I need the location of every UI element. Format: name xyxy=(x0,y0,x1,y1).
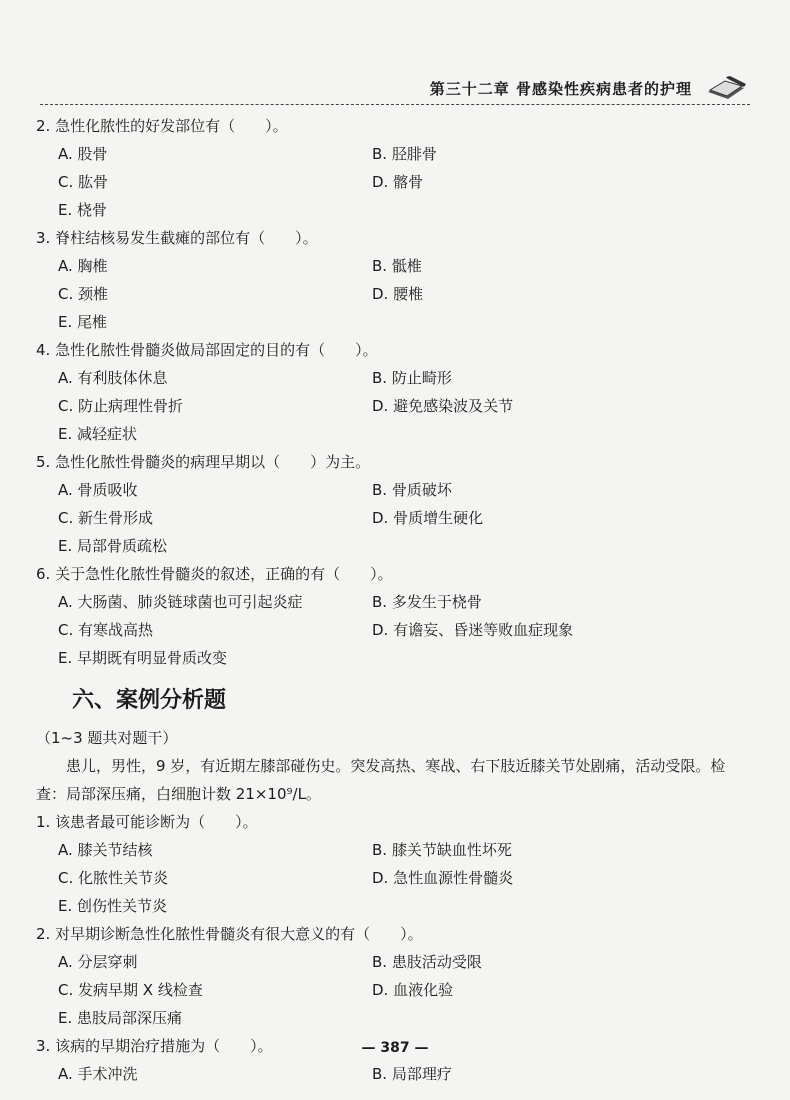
answer-option: D. 避免感染波及关节 xyxy=(372,397,514,415)
option-list xyxy=(36,364,736,448)
answer-option: D. 急性血源性骨髓炎 xyxy=(372,869,514,887)
question-text: 3. 该病的早期治疗措施为（ ）。 xyxy=(36,1037,273,1055)
chapter-title: 第三十二章 骨感染性疾病患者的护理 xyxy=(429,80,692,98)
option-list xyxy=(36,948,736,1032)
answer-option: C. 有寒战高热 xyxy=(58,621,154,639)
case-description: 患儿，男性，9 岁，有近期左膝部碰伤史。突发高热、寒战、右下肢近膝关节处剧痛，活动受限。检查：局部深压痛，白细胞计数 21×10⁹/L。 xyxy=(36,757,726,803)
answer-option: C. 颈椎 xyxy=(58,285,109,303)
page-number: — 387 — xyxy=(361,1040,429,1056)
answer-option: A. 膝关节结核 xyxy=(58,841,153,859)
answer-option: C. 防止病理性骨折 xyxy=(58,397,184,415)
option-list xyxy=(36,588,736,672)
section-title: 六、案例分析题 xyxy=(72,688,227,713)
answer-option: B. 骨质破坏 xyxy=(372,481,452,499)
answer-option: A. 骨质吸收 xyxy=(58,481,138,499)
answer-option: C. 化脓性关节炎 xyxy=(58,869,169,887)
answer-option: A. 大肠菌、肺炎链球菌也可引起炎症 xyxy=(58,593,303,611)
answer-option: D. 骨质增生硬化 xyxy=(372,509,484,527)
page-header xyxy=(40,70,750,105)
answer-option: D. 髂骨 xyxy=(372,173,424,191)
answer-option: E. 桡骨 xyxy=(58,201,108,219)
question-text: 3. 脊柱结核易发生截瘫的部位有（ ）。 xyxy=(36,229,318,247)
page-content xyxy=(36,112,736,1088)
answer-option: A. 股骨 xyxy=(58,145,108,163)
book-pencil-icon xyxy=(704,72,750,102)
answer-option: A. 有利肢体休息 xyxy=(58,369,168,387)
answer-option: B. 膝关节缺血性坏死 xyxy=(372,841,512,859)
answer-option: D. 有谵妄、昏迷等败血症现象 xyxy=(372,621,574,639)
answer-option: E. 局部骨质疏松 xyxy=(58,537,168,555)
answer-option: E. 早期既有明显骨质改变 xyxy=(58,649,228,667)
question-text: 2. 对早期诊断急性化脓性骨髓炎有很大意义的有（ ）。 xyxy=(36,925,423,943)
answer-option: B. 局部理疗 xyxy=(372,1065,452,1083)
question-text: 5. 急性化脓性骨髓炎的病理早期以（ ）为主。 xyxy=(36,453,371,471)
question-text: 6. 关于急性化脓性骨髓炎的叙述，正确的有（ ）。 xyxy=(36,565,393,583)
answer-option: B. 骶椎 xyxy=(372,257,422,275)
answer-option: D. 血液化验 xyxy=(372,981,454,999)
answer-option: A. 分层穿刺 xyxy=(58,953,138,971)
option-list xyxy=(36,252,736,336)
answer-option: A. 胸椎 xyxy=(58,257,108,275)
answer-option: E. 尾椎 xyxy=(58,313,108,331)
answer-option: B. 胫腓骨 xyxy=(372,145,437,163)
answer-option: B. 患肢活动受限 xyxy=(372,953,482,971)
answer-option: E. 减轻症状 xyxy=(58,425,138,443)
answer-option: C. 发病早期 X 线检查 xyxy=(58,981,203,999)
answer-option: D. 腰椎 xyxy=(372,285,424,303)
case-stem: （1~3 题共对题干） xyxy=(36,729,178,747)
question-text: 1. 该患者最可能诊断为（ ）。 xyxy=(36,813,258,831)
answer-option: C. 新生骨形成 xyxy=(58,509,154,527)
option-list xyxy=(36,476,736,560)
answer-option: E. 创伤性关节炎 xyxy=(58,897,168,915)
answer-option: B. 防止畸形 xyxy=(372,369,452,387)
question-text: 4. 急性化脓性骨髓炎做局部固定的目的有（ ）。 xyxy=(36,341,378,359)
question-text: 2. 急性化脓性的好发部位有（ ）。 xyxy=(36,117,288,135)
option-list xyxy=(36,1060,736,1088)
answer-option: C. 肱骨 xyxy=(58,173,109,191)
answer-option: A. 手术冲洗 xyxy=(58,1065,138,1083)
answer-option: E. 患肢局部深压痛 xyxy=(58,1009,183,1027)
question-list-part1 xyxy=(36,112,736,672)
answer-option: B. 多发生于桡骨 xyxy=(372,593,482,611)
option-list xyxy=(36,836,736,920)
option-list xyxy=(36,140,736,224)
